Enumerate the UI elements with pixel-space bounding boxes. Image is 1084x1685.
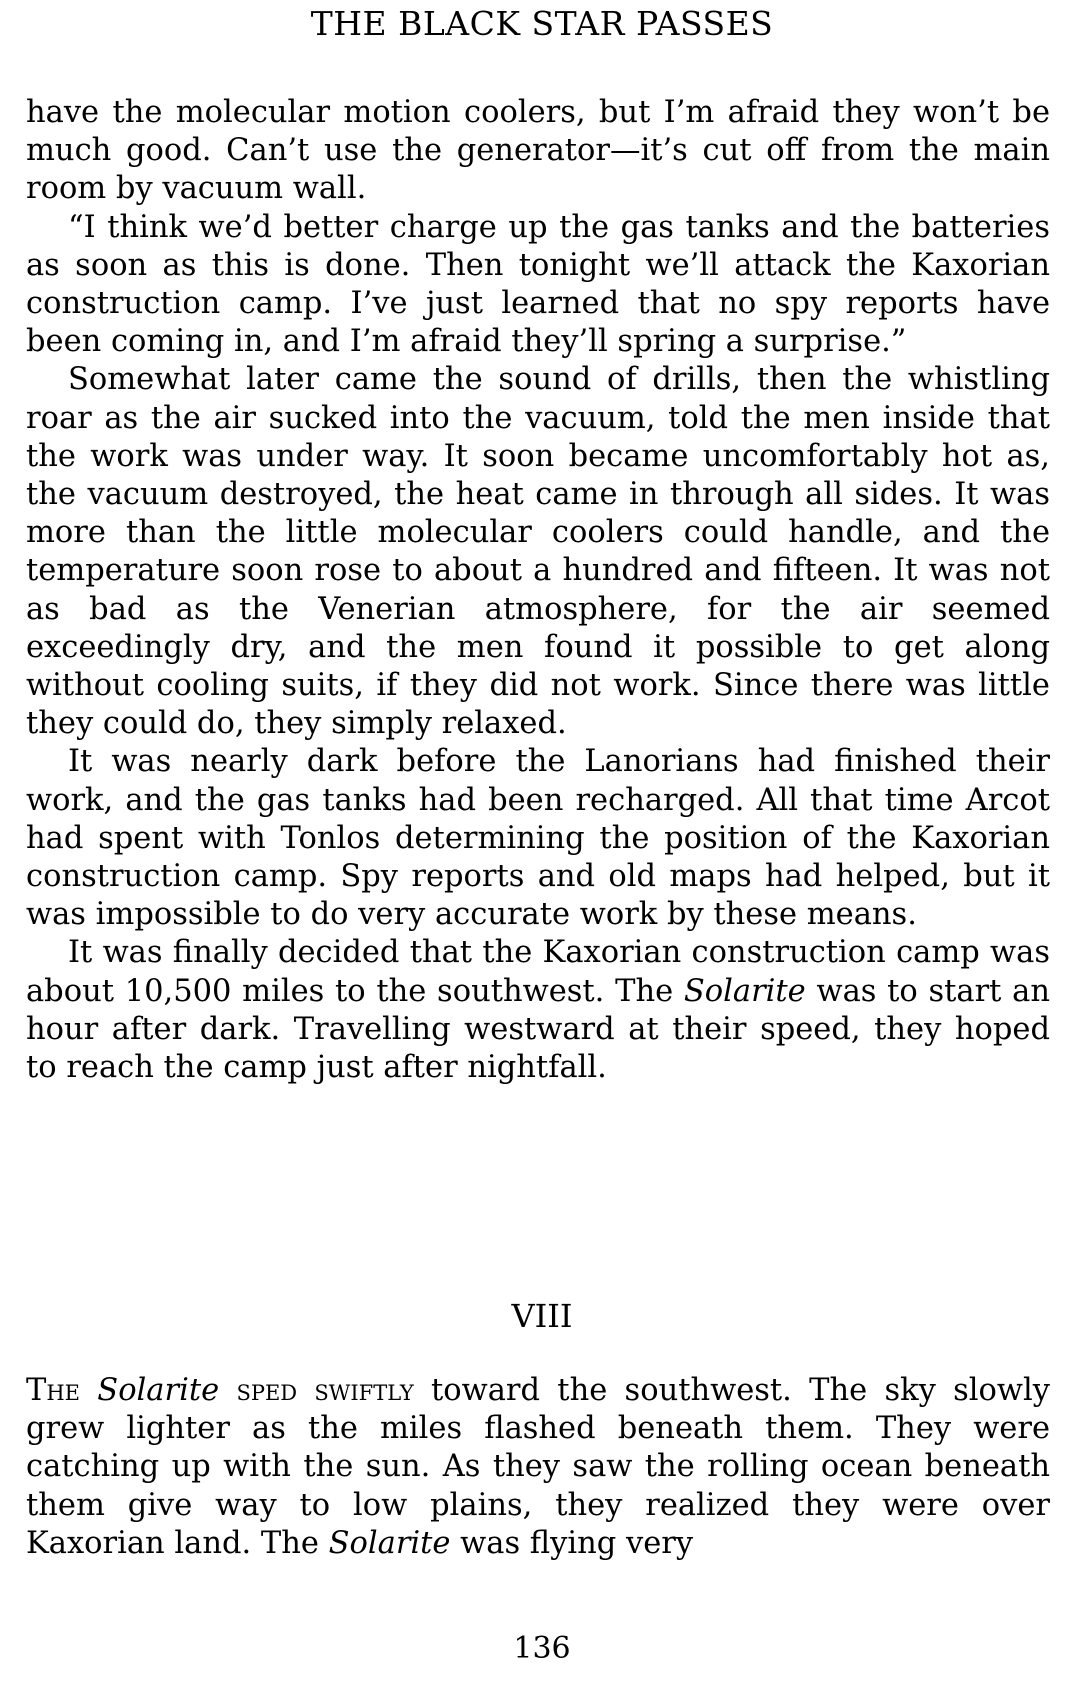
opening-ship-name-italic: Solarite [97,1373,220,1408]
chapter-text-block [26,1372,1050,1563]
ship-name-italic-2: Solarite [328,1525,451,1561]
paragraph-2: “I think we’d better charge up the gas tanks and the batteries as soon as this is done. Then tonight we’ll attack the Kaxorian construction camp. I’ve just learned that no spy reports have been coming in, and I’m afraid they’ll spring a surprise.” [26,209,1050,360]
paragraph-5-text-b: was to start an hour after dark. Travelling westward at their speed, they hoped to reach the camp just after nightfall. [26,973,1050,1086]
chapter-text-b: was flying very [450,1525,694,1561]
paragraph-5 [26,934,1050,1087]
page-number: 136 [513,1631,571,1666]
chapter-text-a: toward the southwest. The sky slowly grew lighter as the miles flashed beneath them. They were catching up with the sun. As they saw the rolling ocean beneath them give way to low plains, they realized they were over Kaxorian land. The [26,1373,1050,1561]
ship-name-italic: Solarite [683,973,806,1009]
opening-smallcaps-phrase: sped swiftly [236,1373,414,1408]
paragraph-4: It was nearly dark before the Lanorians had finished their work, and the gas tanks had been recharged. All that time Arcot had spent with Tonlos determining the position of the Kaxorian construction camp. Spy reports and old maps had helped, but it was impossible to do very accurate work by these means. [26,744,1050,933]
paragraph-5-text-a: It was finally decided that the Kaxorian construction camp was about 10,500 miles to the southwest. The [26,935,1050,1009]
main-text-block [26,94,1050,1087]
paragraph-3: Somewhat later came the sound of drills, then the whistling roar as the air sucked into the vacuum, told the men inside that the work was under way. It soon became uncomfortably hot as, the vacuum destroyed, the heat came in through all sides. It was more than the little molecular coolers could handle, and the temperature soon rose to about a hundred and fifteen. It was not as bad as the Venerian atmosphere, for the air seemed exceedingly dry, and the men found it possible to get along without cooling suits, if they did not work. Since there was little they could do, they simply relaxed. [26,362,1050,742]
chapter-opening-paragraph [26,1372,1050,1563]
opening-smallcaps-word: The [26,1373,80,1408]
running-head: THE BLACK STAR PASSES [310,4,774,43]
chapter-heading: VIII [511,1297,573,1335]
paragraph-1: have the molecular motion coolers, but I’m afraid they won’t be much good. Can’t use the generator—it’s cut off from the main room by vacuum wall. [26,95,1050,207]
